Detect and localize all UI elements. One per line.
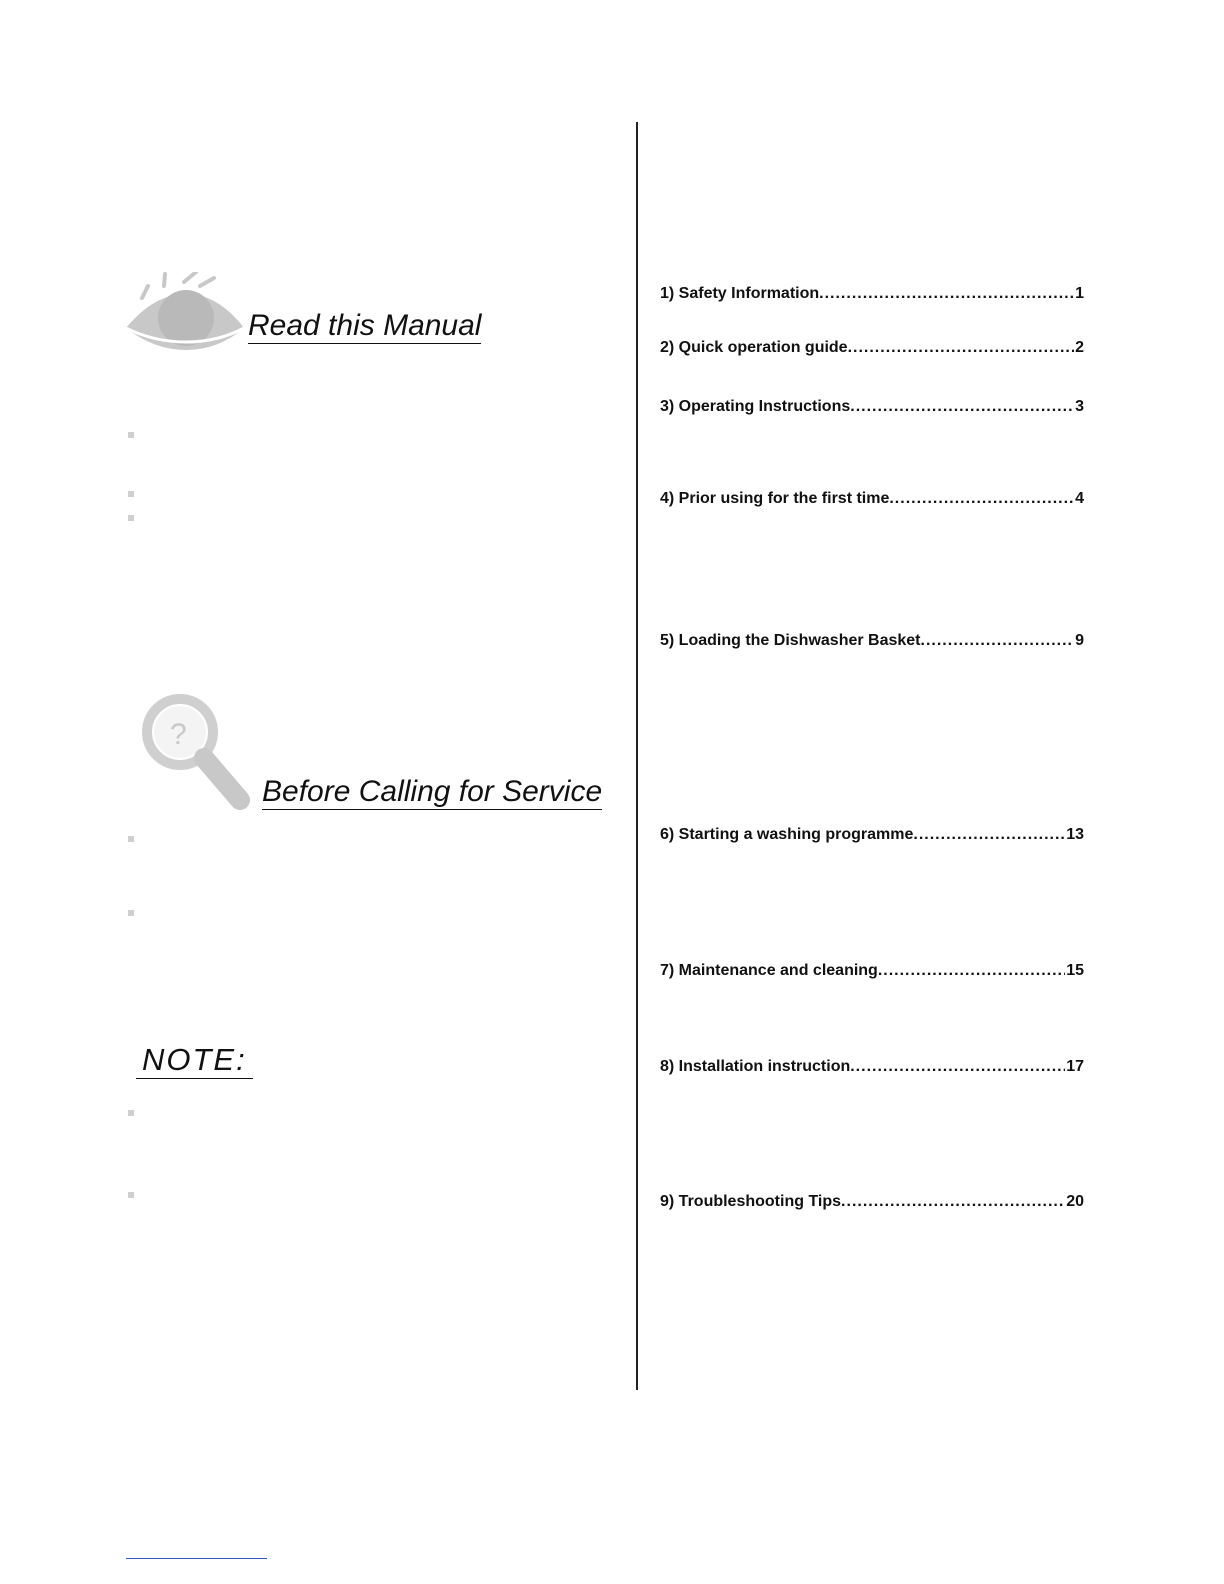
toc-page: 13: [1066, 826, 1084, 843]
service-heading: Before Calling for Service: [262, 775, 603, 808]
toc-leader: [848, 339, 1075, 357]
bullet: [128, 910, 134, 916]
toc-item-quick-operation-guide[interactable]: [660, 339, 1084, 357]
toc-leader: [819, 285, 1074, 303]
magnifier-question-icon: [140, 692, 252, 812]
column-divider: [636, 122, 638, 1390]
toc-page: 15: [1066, 962, 1084, 979]
toc-leader: [850, 1058, 1065, 1076]
toc-page: 20: [1066, 1193, 1084, 1210]
bullet: [128, 1192, 134, 1198]
toc-leader: [889, 490, 1074, 508]
toc-label: 9) Troubleshooting Tips: [660, 1193, 842, 1210]
toc-leader: [850, 398, 1074, 416]
bullet: [128, 1110, 134, 1116]
toc-leader: [913, 826, 1065, 844]
toc-label: 8) Installation instruction: [660, 1058, 851, 1075]
svg-text:?: ?: [170, 718, 187, 751]
toc-item-safety-information[interactable]: [660, 285, 1084, 303]
toc-page: 4: [1075, 490, 1084, 507]
toc-leader: [878, 962, 1065, 980]
toc-label: 5) Loading the Dishwasher Basket: [660, 632, 921, 649]
read-manual-heading: Read this Manual: [248, 309, 482, 342]
toc-item-operating-instructions[interactable]: [660, 398, 1084, 416]
bullet: [128, 836, 134, 842]
toc-item-starting-programme[interactable]: [660, 826, 1084, 844]
note-heading: NOTE:: [136, 1043, 253, 1079]
bullet: [128, 491, 134, 497]
footer-link-underline: [126, 1558, 267, 1559]
toc-page: 17: [1066, 1058, 1084, 1075]
toc-page: 2: [1075, 339, 1084, 356]
toc-item-prior-using[interactable]: [660, 490, 1084, 508]
toc-label: 7) Maintenance and cleaning: [660, 962, 878, 979]
toc-label: 3) Operating Instructions: [660, 398, 851, 415]
eye-icon: [124, 272, 246, 352]
toc-leader: [921, 632, 1075, 650]
toc-label: 4) Prior using for the first time: [660, 490, 890, 507]
bullet: [128, 432, 134, 438]
toc-page: 9: [1075, 632, 1084, 649]
bullet: [128, 515, 134, 521]
toc-label: 2) Quick operation guide: [660, 339, 848, 356]
toc-page: 3: [1075, 398, 1084, 415]
toc-label: 1) Safety Information: [660, 285, 820, 302]
toc-item-maintenance[interactable]: [660, 962, 1084, 980]
toc-label: 6) Starting a washing programme: [660, 826, 914, 843]
toc-page: 1: [1075, 285, 1084, 302]
toc-item-loading-basket[interactable]: [660, 632, 1084, 650]
toc-item-installation[interactable]: [660, 1058, 1084, 1076]
toc-leader: [841, 1193, 1065, 1211]
toc-item-troubleshooting[interactable]: [660, 1193, 1084, 1211]
